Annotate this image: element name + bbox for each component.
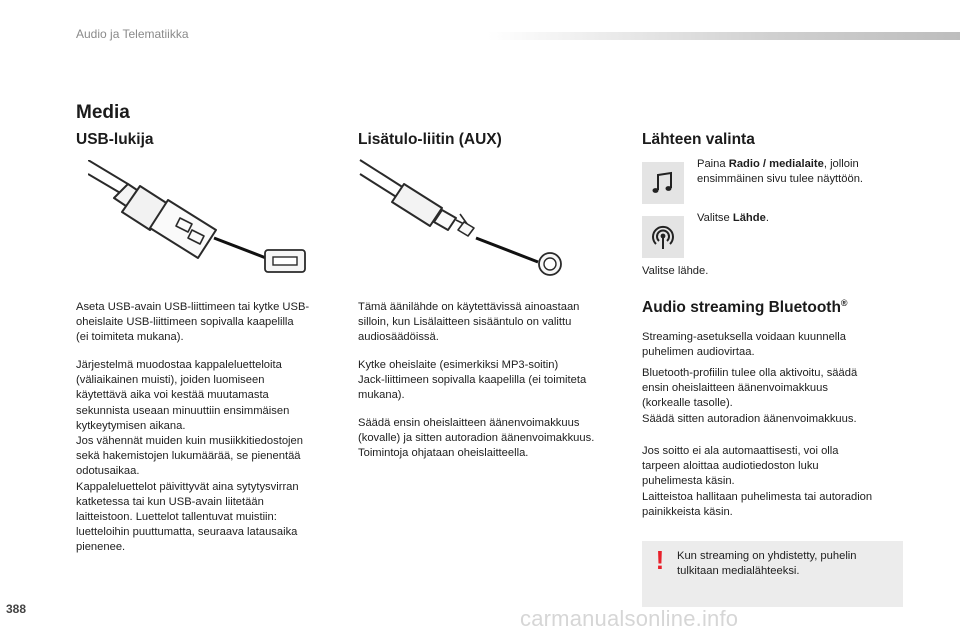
text-line: Säädä ensin oheislaitteen äänenvoimakkuus (358, 417, 580, 429)
source-title: Lähteen valinta (642, 131, 755, 148)
text-line: Jack-liittimeen sopivalla kaapelilla (ei toimiteta (358, 374, 587, 387)
usb-connector-illustration (88, 160, 310, 276)
warning-icon: ! (655, 545, 665, 575)
step1-pre: Paina (697, 158, 729, 170)
text-line: laitteistoon. Luettelot tallentuvat muistiin: (76, 511, 277, 524)
text-line: Aseta USB-avain USB-liittimeen tai kytke USB- (76, 301, 310, 313)
text-line: Bluetooth-profiilin tulee olla aktivoitu, säädä (642, 367, 858, 379)
text-line: ensin oheislaitteen äänenvoimakkuus (642, 382, 828, 395)
text-line: Jos vähennät muiden kuin musiikkitiedostojen (76, 435, 303, 448)
text-line: puhelimen audiovirtaa. (642, 346, 755, 359)
radio-media-label: Radio / medialaite (728, 158, 824, 170)
text-line: Toimintoja ohjataan oheislaitteella. (358, 447, 529, 460)
text-line: Kun streaming on yhdistetty, puhelin (677, 550, 857, 562)
source-after (642, 264, 708, 279)
step2-post: . (765, 212, 769, 224)
bluetooth-paragraph-3 (642, 444, 872, 520)
text-line: mukana). (358, 389, 405, 402)
text-line: katketessa tai kun USB-avain liitetään (76, 495, 264, 508)
text-line: Kappaleluettelot päivittyvät aina sytytysvirran (76, 480, 299, 493)
text-line: käytettävä aika voi kestää muutamasta (76, 389, 269, 402)
text-line: ensimmäinen sivu tulee näyttöön. (697, 173, 864, 186)
text-line: Streaming-asetuksella voidaan kuunnella (642, 331, 846, 343)
text-line: Järjestelmä muodostaa kappaleluetteloita (76, 359, 282, 371)
text-line: painikkeista käsin. (642, 505, 733, 518)
source-icon (642, 216, 684, 258)
text-line: tulkitaan medialähteeksi. (677, 565, 800, 578)
source-step-2 (697, 211, 769, 226)
source-step-1 (697, 157, 863, 187)
bluetooth-title (642, 298, 848, 317)
text-line: puhelimesta käsin. (642, 475, 735, 488)
header-title: Audio ja Telematiikka (76, 27, 189, 41)
section-title: Media (76, 102, 130, 123)
aux-paragraph-3 (358, 416, 594, 462)
text-line: Laitteistoa hallitaan puhelimesta tai autoradion (642, 490, 873, 503)
text-line: (korkealle tasolle). (642, 397, 733, 410)
bluetooth-title-text: Audio streaming Bluetooth (642, 299, 841, 317)
music-note-icon (642, 162, 684, 204)
usb-paragraph-1 (76, 300, 309, 346)
text-line: audiosäädöissä. (358, 331, 439, 344)
text-line: silloin, kun Lisälaitteen sisääntulo on valittu (358, 316, 572, 329)
text-line: Jos soitto ei ala automaattisesti, voi olla (642, 445, 839, 457)
aux-jack-illustration (358, 158, 570, 278)
text-line: Valitse lähde. (642, 265, 709, 277)
usb-paragraph-2 (76, 358, 303, 556)
aux-paragraph-2 (358, 358, 586, 404)
text-line: luetteloihin puuttumatta, seuraava latausaika (76, 526, 298, 539)
text-line: tarpeen aloittaa audiotiedoston luku (642, 460, 819, 473)
watermark: carmanualsonline.info (520, 606, 739, 631)
bluetooth-paragraph-1 (642, 330, 846, 360)
text-line: (väliaikainen muisti), joiden luomiseen (76, 374, 265, 387)
source-label: Lähde (732, 212, 766, 224)
text-line: Tämä äänilähde on käytettävissä ainoastaan (358, 301, 580, 313)
text-line: sekä hakemistojen lukumäärää, se pienentää (76, 450, 301, 463)
text-line: Säädä sitten autoradion äänenvoimakkuus. (642, 412, 857, 425)
text-line: sekunnista useaan minuuttiin ensimmäisen (76, 404, 290, 417)
bluetooth-paragraph-2 (642, 366, 857, 427)
aux-title: Lisätulo-liitin (AUX) (358, 131, 502, 148)
text-line: Kytke oheislaite (esimerkiksi MP3-soitin) (358, 359, 559, 371)
usb-title: USB-lukija (76, 131, 154, 148)
note-text (677, 549, 857, 579)
aux-paragraph-1 (358, 300, 579, 346)
text-line: kytkeytymisen aikana. (76, 419, 186, 432)
step1-post: , jolloin (823, 158, 859, 170)
header-rule (488, 32, 960, 40)
page-number: 388 (6, 602, 27, 616)
text-line: pienenee. (76, 541, 126, 554)
text-line: (ei toimiteta mukana). (76, 331, 184, 344)
text-line: odotusaikaa. (76, 465, 140, 478)
text-line: oheislaite USB-liittimeen sopivalla kaapelilla (76, 316, 294, 329)
step2-pre: Valitse (697, 212, 733, 224)
text-line: (kovalle) ja sitten autoradion äänenvoimakkuus. (358, 432, 595, 445)
registered-mark: ® (840, 298, 848, 308)
